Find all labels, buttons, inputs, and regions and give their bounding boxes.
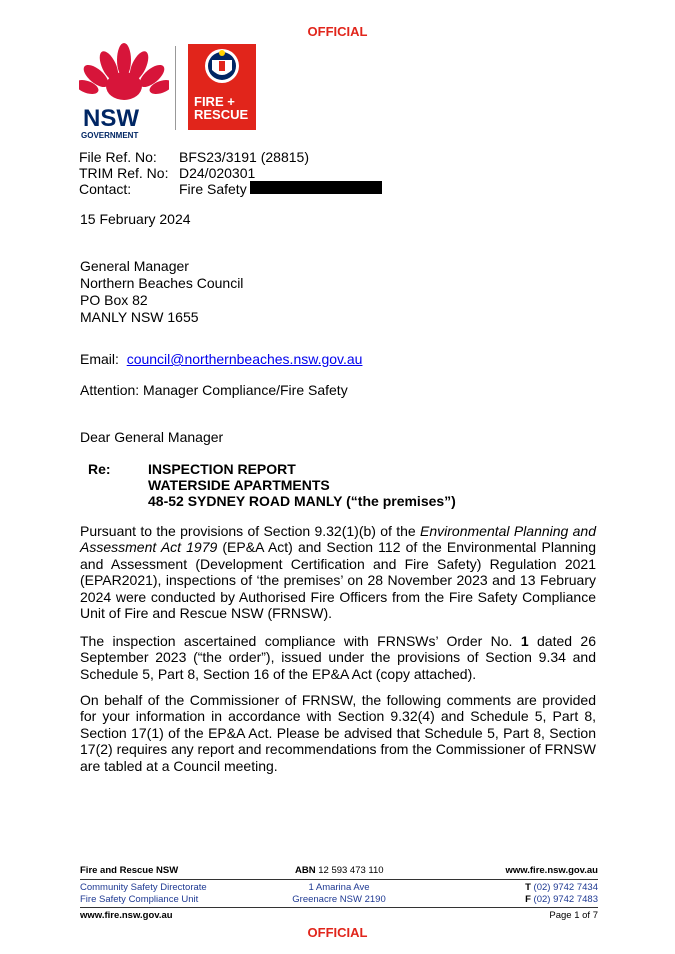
- waratah-icon: [79, 42, 169, 102]
- fax-value: (02) 9742 7483: [533, 894, 598, 905]
- page-number: Page 1 of 7: [549, 910, 598, 921]
- tel-label: T: [525, 882, 531, 893]
- abn-label: ABN: [295, 865, 316, 876]
- footer-unit-line: Fire Safety Compliance Unit: [80, 894, 199, 905]
- address-line: MANLY NSW 1655: [80, 309, 199, 325]
- email-label: Email:: [80, 351, 119, 367]
- ref-row-file: [79, 149, 382, 165]
- ref-label: File Ref. No:: [79, 149, 157, 165]
- paragraph-text: dated 26 September 2023 (“the order”), issued under the provisions of Section 9.34 and Schedule 5, Part 8, Section 16 of the EP&A Act (copy attached).: [80, 633, 597, 682]
- tel-value: (02) 9742 7434: [533, 882, 598, 893]
- footer-phones: [480, 882, 598, 906]
- order-number: 1: [520, 633, 529, 649]
- footer-directorate: [80, 882, 207, 906]
- paragraph-1: [80, 523, 596, 621]
- footer-divider-2: [80, 907, 598, 908]
- redaction-bar: [250, 181, 382, 194]
- paragraph-3: On behalf of the Commissioner of FRNSW, the following comments are provided for your information in accordance with Section 9.32(4) and Schedule 5, Part 8, Section 17(1) of the EP&A Act. Please be advised that Schedule 5, Part 8, Section 17(2) requires any report and recommendations from the Commissioner of FRNSW are tabled at a Council meeting.: [80, 692, 596, 774]
- ref-label: Contact:: [79, 181, 132, 197]
- paragraph-text: (EP&A Act) and Section 112 of the Environmental Planning and Assessment (Development Certification and Fire Safety) Regulation 2021 (EPAR2021), inspections of ‘the premises’ on 28 November 2023 and 13 February 2024 were conducted by Authorised Fire Officers from the Fire Safety Compliance Unit of Fire and Rescue NSW (FRNSW).: [80, 539, 596, 622]
- ref-row-trim: [79, 165, 382, 181]
- subject-line: INSPECTION REPORT: [148, 461, 296, 477]
- nsw-wordmark: NSW: [83, 105, 139, 132]
- footer-web-bottom[interactable]: www.fire.nsw.gov.au: [80, 910, 173, 921]
- fax-label: F: [525, 894, 531, 905]
- subject-line: 48-52 SYDNEY ROAD MANLY (“the premises”): [148, 493, 456, 509]
- nsw-government-logo: [79, 42, 169, 140]
- ref-value: BFS23/3191 (28815): [179, 149, 309, 165]
- footer-tel: [480, 882, 598, 894]
- attention-line: Attention: Manager Compliance/Fire Safety: [80, 382, 348, 398]
- act-title: Environmental Planning and Assessment Act 1979: [80, 523, 596, 556]
- ref-label: TRIM Ref. No:: [79, 165, 169, 181]
- ref-row-contact: [79, 181, 382, 197]
- footer-fax: [480, 894, 598, 906]
- paragraph-text: The inspection ascertained compliance with FRNSWs’ Order No.: [80, 633, 521, 649]
- recipient-address: [80, 258, 243, 326]
- footer-address: [280, 882, 398, 906]
- address-line: PO Box 82: [80, 292, 148, 308]
- fire-rescue-logo: [188, 44, 256, 130]
- government-wordmark: GOVERNMENT: [81, 131, 139, 140]
- ref-value: Fire Safety: [179, 181, 247, 197]
- subject-block: [88, 461, 456, 509]
- subject-line: WATERSIDE APARTMENTS: [148, 477, 330, 493]
- subject-label: Re:: [88, 461, 111, 477]
- ref-value: D24/020301: [179, 165, 256, 181]
- salutation: Dear General Manager: [80, 429, 224, 445]
- paragraph-text: Pursuant to the provisions of Section 9.32(1)(b) of the: [80, 523, 421, 539]
- official-marking-top: OFFICIAL: [307, 24, 368, 39]
- footer-address-line: Greenacre NSW 2190: [292, 894, 386, 905]
- footer-address-line: 1 Amarina Ave: [308, 882, 370, 893]
- email-line: [80, 351, 362, 368]
- footer-org: Fire and Rescue NSW: [80, 865, 179, 876]
- reference-block: [79, 149, 382, 197]
- footer-top-row: [80, 865, 598, 877]
- fire-rescue-crest-icon: [188, 44, 256, 90]
- footer-web[interactable]: www.fire.nsw.gov.au: [505, 865, 598, 876]
- rescue-wordmark: RESCUE: [194, 107, 249, 122]
- logo-divider: [175, 46, 176, 130]
- address-line: Northern Beaches Council: [80, 275, 244, 291]
- footer-abn: [295, 865, 384, 877]
- email-link[interactable]: council@northernbeaches.nsw.gov.au: [126, 351, 363, 367]
- paragraph-2: [80, 633, 596, 682]
- fire-wordmark: FIRE +: [194, 94, 235, 109]
- footer-bottom-row: [80, 910, 598, 922]
- letter-date: 15 February 2024: [80, 211, 191, 227]
- address-line: General Manager: [80, 258, 189, 274]
- footer-divider: [80, 879, 598, 880]
- official-marking-bottom: OFFICIAL: [307, 925, 368, 940]
- abn-value: 12 593 473 110: [318, 865, 384, 876]
- footer-directorate-line: Community Safety Directorate: [80, 882, 207, 893]
